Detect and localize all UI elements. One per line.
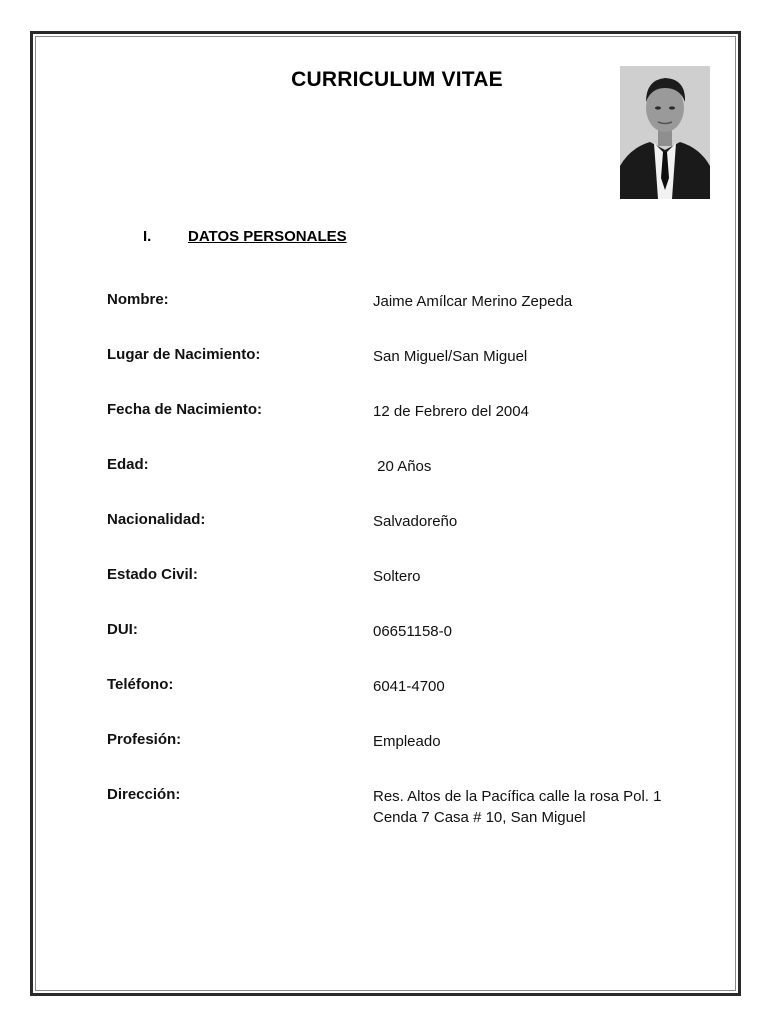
field-value: Soltero — [373, 568, 421, 585]
field-value: 06651158-0 — [373, 623, 452, 640]
person-photo-icon — [620, 66, 710, 199]
field-value: Jaime Amílcar Merino Zepeda — [373, 293, 573, 310]
field-value: Salvadoreño — [373, 513, 458, 530]
field-label: Lugar de Nacimiento: — [107, 346, 261, 363]
field-label: Edad: — [107, 456, 149, 473]
field-label: Nacionalidad: — [107, 511, 206, 528]
field-value: 20 Años — [373, 458, 432, 475]
section-number: I. — [143, 228, 152, 245]
field-label: Fecha de Nacimiento: — [107, 401, 263, 418]
field-label: Profesión: — [107, 731, 182, 748]
field-label: Dirección: — [107, 786, 181, 803]
field-label: Estado Civil: — [107, 566, 198, 583]
field-value: 6041-4700 — [373, 678, 445, 695]
section-label: DATOS PERSONALES — [188, 228, 347, 245]
profile-photo — [620, 66, 710, 199]
page-title: CURRICULUM VITAE — [291, 68, 503, 91]
field-value: Res. Altos de la Pacífica calle la rosa Pol. 1 Cenda 7 Casa # 10, San Miguel — [373, 788, 662, 826]
field-label: Teléfono: — [107, 676, 174, 693]
field-label: Nombre: — [107, 291, 169, 308]
field-label: DUI: — [107, 621, 138, 638]
field-value: San Miguel/San Miguel — [373, 348, 528, 365]
field-value: 12 de Febrero del 2004 — [373, 403, 529, 420]
field-value: Empleado — [373, 733, 441, 750]
